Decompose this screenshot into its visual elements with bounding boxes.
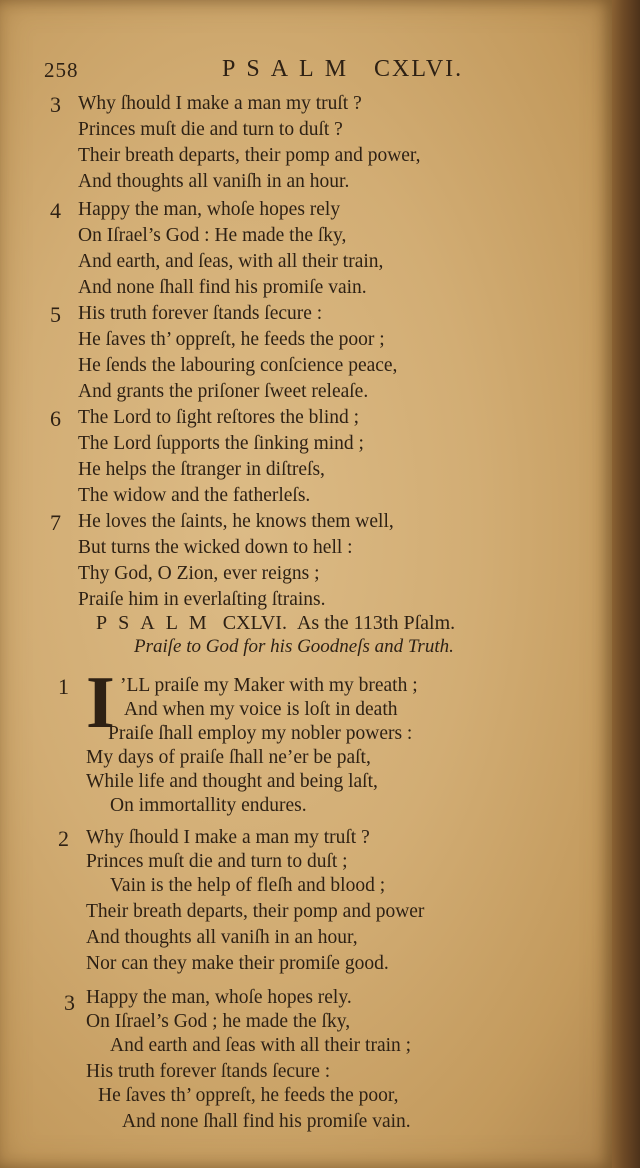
psalm-title: [96, 612, 455, 635]
verse-line: And none ſhall find his promiſe vain.: [122, 1111, 411, 1132]
page-header: [36, 56, 556, 90]
verse-line: Vain is the help of fleſh and blood ;: [110, 875, 386, 896]
verse-line: He ſaves th’ oppreſt, he feeds the poor ;: [78, 329, 385, 350]
psalm-title-word: PSALM: [96, 612, 218, 634]
verse-line: Why ſhould I make a man my truſt ?: [78, 93, 362, 114]
verse-line: While life and thought and being laſt,: [86, 771, 378, 792]
verse-number: 3: [50, 92, 61, 117]
verse-line: My days of praiſe ſhall ne’er be paſt,: [86, 747, 371, 768]
verse-line: Nor can they make their promiſe good.: [86, 953, 389, 974]
verse-line: And thoughts all vaniſh in an hour.: [78, 171, 350, 192]
verse-line: But turns the wicked down to hell :: [78, 537, 353, 558]
verse-line: Happy the man, whoſe hopes rely.: [86, 987, 352, 1008]
verse-line: The widow and the fatherleſs.: [78, 485, 311, 506]
verse-line: And earth, and ſeas, with all their train,: [78, 251, 384, 272]
verse-number: 6: [50, 406, 61, 431]
page-edge: [612, 0, 640, 1168]
verse-line: He ſends the labouring conſcience peace,: [78, 355, 398, 376]
verse-line: And none ſhall find his promiſe vain.: [78, 277, 367, 298]
verse-line: And earth and ſeas with all their train ;: [110, 1035, 412, 1056]
verse-line: Happy the man, whoſe hopes rely: [78, 199, 341, 220]
verse-number: 7: [50, 510, 61, 535]
verse-line: Thy God, O Zion, ever reigns ;: [78, 563, 320, 584]
verse-line: The Lord to ſight reſtores the blind ;: [78, 407, 360, 428]
verse-number: 5: [50, 302, 61, 327]
verse-number: 2: [58, 826, 69, 851]
drop-cap: I: [86, 662, 115, 744]
verse-line: His truth forever ſtands ſecure :: [86, 1061, 331, 1082]
psalm-subtitle: Praiſe to God for his Goodneſs and Truth.: [134, 636, 454, 657]
page-number: 258: [44, 58, 79, 82]
verse-line: On immortallity endures.: [110, 795, 307, 816]
verse-line: Praiſe him in everlaſting ſtrains.: [78, 589, 326, 610]
verse-line: The Lord ſupports the ſinking mind ;: [78, 433, 364, 454]
verse-line: Princes muſt die and turn to duſt ?: [78, 119, 343, 140]
verse-line: Their breath departs, their pomp and power,: [78, 145, 421, 166]
verse-line: ’LL praiſe my Maker with my breath ;: [120, 675, 418, 696]
verse-number: 1: [58, 674, 69, 699]
verse-line: And when my voice is loſt in death: [124, 699, 398, 720]
verse-line: On Iſrael’s God : He made the ſky,: [78, 225, 347, 246]
running-title: [222, 56, 463, 83]
verse-line: Why ſhould I make a man my truſt ?: [86, 827, 370, 848]
verse-line: He ſaves th’ oppreſt, he feeds the poor,: [98, 1085, 399, 1106]
verse-number: 3: [64, 990, 75, 1015]
verse-line: Their breath departs, their pomp and power: [86, 901, 425, 922]
running-title-number: CXLVI.: [374, 56, 464, 82]
verse-line: On Iſrael’s God ; he made the ſky,: [86, 1011, 351, 1032]
running-title-word: PSALM: [222, 56, 358, 82]
verse-line: Princes muſt die and turn to duſt ;: [86, 851, 348, 872]
verse-line: And thoughts all vaniſh in an hour,: [86, 927, 358, 948]
verse-line: His truth forever ſtands ſecure :: [78, 303, 323, 324]
verse-line: He helps the ſtranger in diſtreſs,: [78, 459, 325, 480]
psalm-title-number: CXLVI.: [222, 612, 287, 634]
psalm-tune: As the 113th Pſalm.: [296, 612, 456, 634]
verse-line: Praiſe ſhall employ my nobler powers :: [108, 723, 413, 744]
verse-number: 4: [50, 198, 61, 223]
verse-line: And grants the priſoner ſweet releaſe.: [78, 381, 369, 402]
verse-line: He loves the ſaints, he knows them well,: [78, 511, 394, 532]
